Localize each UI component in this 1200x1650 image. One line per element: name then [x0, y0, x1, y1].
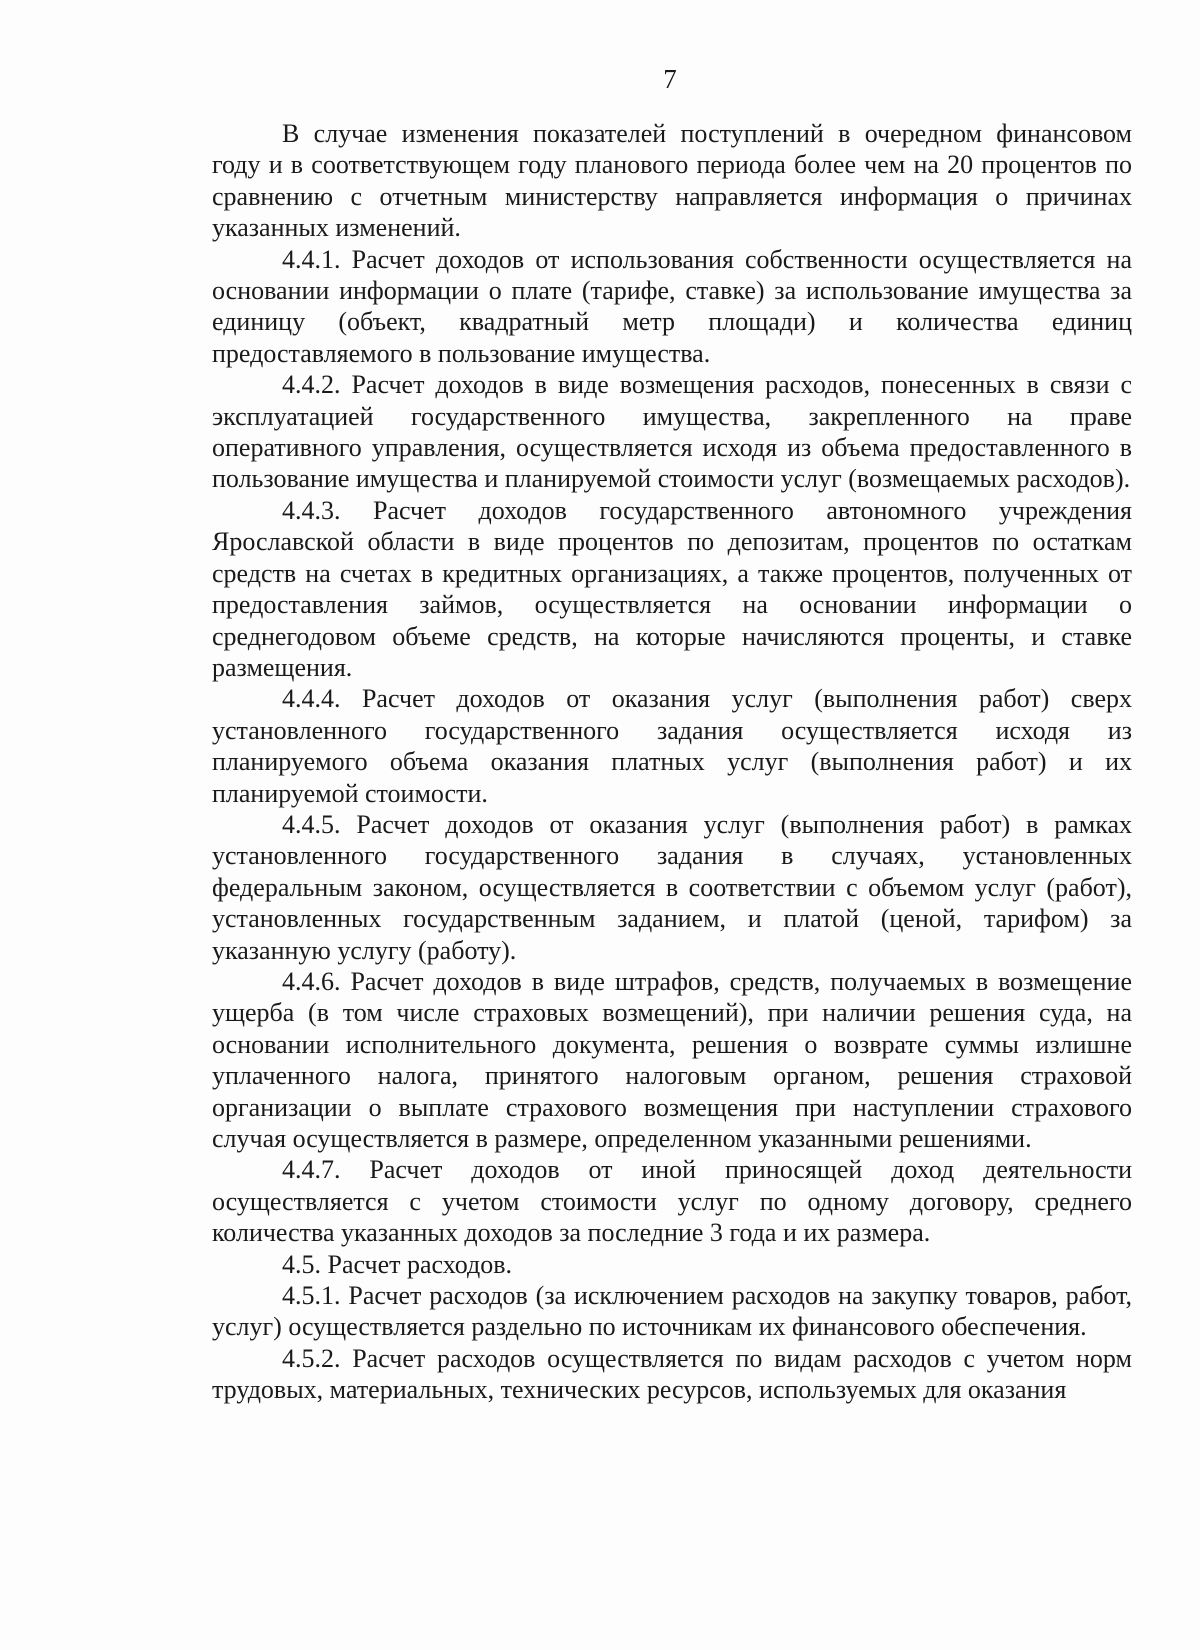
paragraph-4-4-5: 4.4.5. Расчет доходов от оказания услуг (выполнения работ) в рамках установленного государственного задания в случаях, установленных федеральным законом, осуществляется в соответствии с объемом услуг (работ), установленных государственным заданием, и платой (ценой, тарифом) за указанную услугу (работу). — [212, 809, 1132, 965]
paragraph-4-4-1: 4.4.1. Расчет доходов от использования собственности осуществляется на основании информации о плате (тарифе, ставке) за использование имущества за единицу (объект, квадратный метр площади) и количества единиц предоставляемого в пользование имущества. — [212, 244, 1132, 368]
paragraph-4-4-3: 4.4.3. Расчет доходов государственного автономного учреждения Ярославской области в виде процентов по депозитам, процентов по остаткам средств на счетах в кредитных организациях, а также процентов, полученных от предоставления займов, осуществляется на основании информации о среднегодовом объеме средств, на которые начисляются проценты, и ставке размещения. — [212, 495, 1132, 682]
document-body — [212, 118, 1132, 1406]
page-number: 7 — [663, 64, 677, 94]
paragraph-4-4-6: 4.4.6. Расчет доходов в виде штрафов, средств, получаемых в возмещение ущерба (в том числе страховых возмещений), при наличии решения суда, на основании исполнительного документа, решения о возврате суммы излишне уплаченного налога, принятого налоговым органом, решения страховой организации о выплате страхового возмещения при наступлении страхового случая осуществляется в размере, определенном указанными решениями. — [212, 966, 1132, 1153]
paragraph-4-4-7: 4.4.7. Расчет доходов от иной приносящей доход деятельности осуществляется с учетом стоимости услуг по одному договору, среднего количества указанных доходов за последние 3 года и их размера. — [212, 1155, 1132, 1248]
paragraph-4-4-4: 4.4.4. Расчет доходов от оказания услуг (выполнения работ) сверх установленного государственного задания осуществляется исходя из планируемого объема оказания платных услуг (выполнения работ) и их планируемой стоимости. — [212, 684, 1132, 808]
paragraph-4-5-heading: 4.5. Расчет расходов. — [282, 1249, 513, 1279]
paragraph-revenue-change-notice: В случае изменения показателей поступлений в очередном финансовом году и в соответствующем году планового периода более чем на 20 процентов по сравнению с отчетным министерству направляется информация о причинах указанных изменений. — [212, 119, 1132, 243]
paragraph-4-4-2: 4.4.2. Расчет доходов в виде возмещения расходов, понесенных в связи с эксплуатацией государственного имущества, закрепленного на праве оперативного управления, осуществляется исходя из объема предоставленного в пользование имущества и планируемой стоимости услуг (возмещаемых расходов). — [212, 370, 1132, 494]
paragraph-4-5-2: 4.5.2. Расчет расходов осуществляется по видам расходов с учетом норм трудовых, материальных, технических ресурсов, используемых для оказания — [212, 1343, 1132, 1405]
paragraph-4-5-1: 4.5.1. Расчет расходов (за исключением расходов на закупку товаров, работ, услуг) осуществляется раздельно по источникам их финансового обеспечения. — [212, 1281, 1132, 1342]
